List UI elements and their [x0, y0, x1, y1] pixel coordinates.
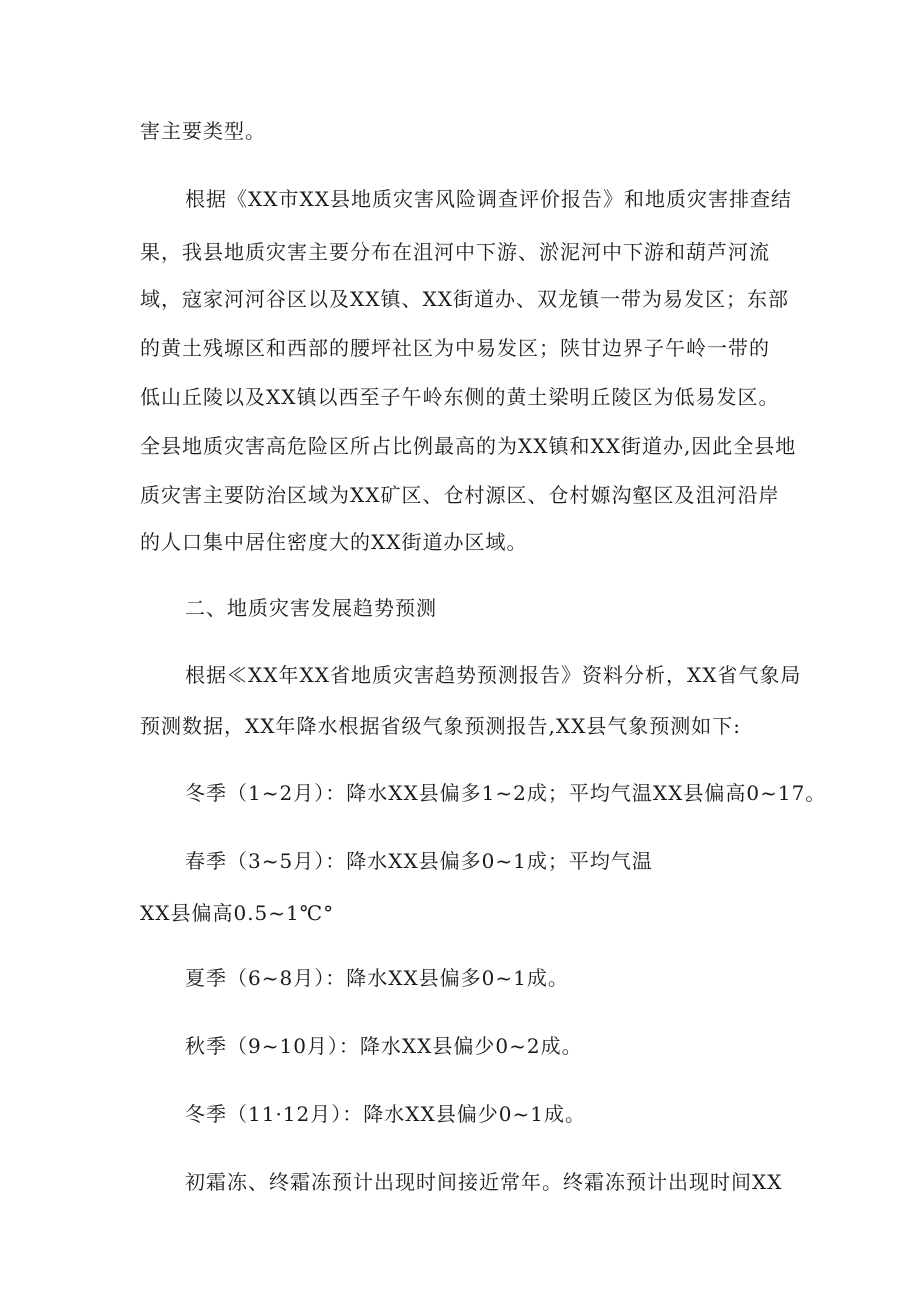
forecast-line: XX县偏高0.5~1℃°	[140, 901, 335, 925]
forecast-line: 春季（3~5月）：降水XX县偏多0~1成；平均气温	[185, 849, 653, 873]
paragraph-line: 低山丘陵以及XX镇以西至子午岭东侧的黄土梁明丘陵区为低易发区。	[140, 385, 780, 409]
paragraph-line: 害主要类型。	[140, 119, 266, 143]
section-heading: 二、地质灾害发展趋势预测	[185, 596, 437, 620]
paragraph-line: 域，寇家河河谷区以及XX镇、XX街道办、双龙镇一带为易发区；东部	[140, 287, 789, 311]
forecast-line: 夏季（6~8月）：降水XX县偏多0~1成。	[185, 966, 569, 990]
paragraph-line: 根据《XX市XX县地质灾害风险调查评价报告》和地质灾害排查结	[185, 187, 792, 211]
paragraph-line: 质灾害主要防治区域为XX矿区、仓村源区、仓村嫄沟壑区及沮河沿岸	[140, 483, 780, 507]
paragraph-line: 果，我县地质灾害主要分布在沮河中下游、淤泥河中下游和葫芦河流	[140, 240, 770, 264]
forecast-line: 冬季（1~2月）：降水XX县偏多1~2成；平均气温XX县偏高0~17。	[185, 781, 827, 805]
paragraph-line: 的人口集中居住密度大的XX街道办区域。	[140, 530, 528, 554]
paragraph-line: 根据≪XX年XX省地质灾害趋势预测报告》资料分析，XX省气象局	[185, 663, 802, 687]
paragraph-line: 全县地质灾害高危险区所占比例最高的为XX镇和XX街道办,因此全县地	[140, 434, 797, 458]
forecast-line: 秋季（9~10月）：降水XX县偏少0~2成。	[185, 1034, 583, 1058]
forecast-line: 冬季（11·12月）：降水XX县偏少0~1成。	[185, 1102, 586, 1126]
paragraph-line: 初霜冻、终霜冻预计出现时间接近常年。终霜冻预计出现时间XX	[185, 1170, 783, 1194]
paragraph-line: 的黄土残塬区和西部的腰坪社区为中易发区；陕甘边界子午岭一带的	[140, 336, 770, 360]
paragraph-line: 预测数据，XX年降水根据省级气象预测报告,XX县气象预测如下:	[140, 714, 742, 738]
